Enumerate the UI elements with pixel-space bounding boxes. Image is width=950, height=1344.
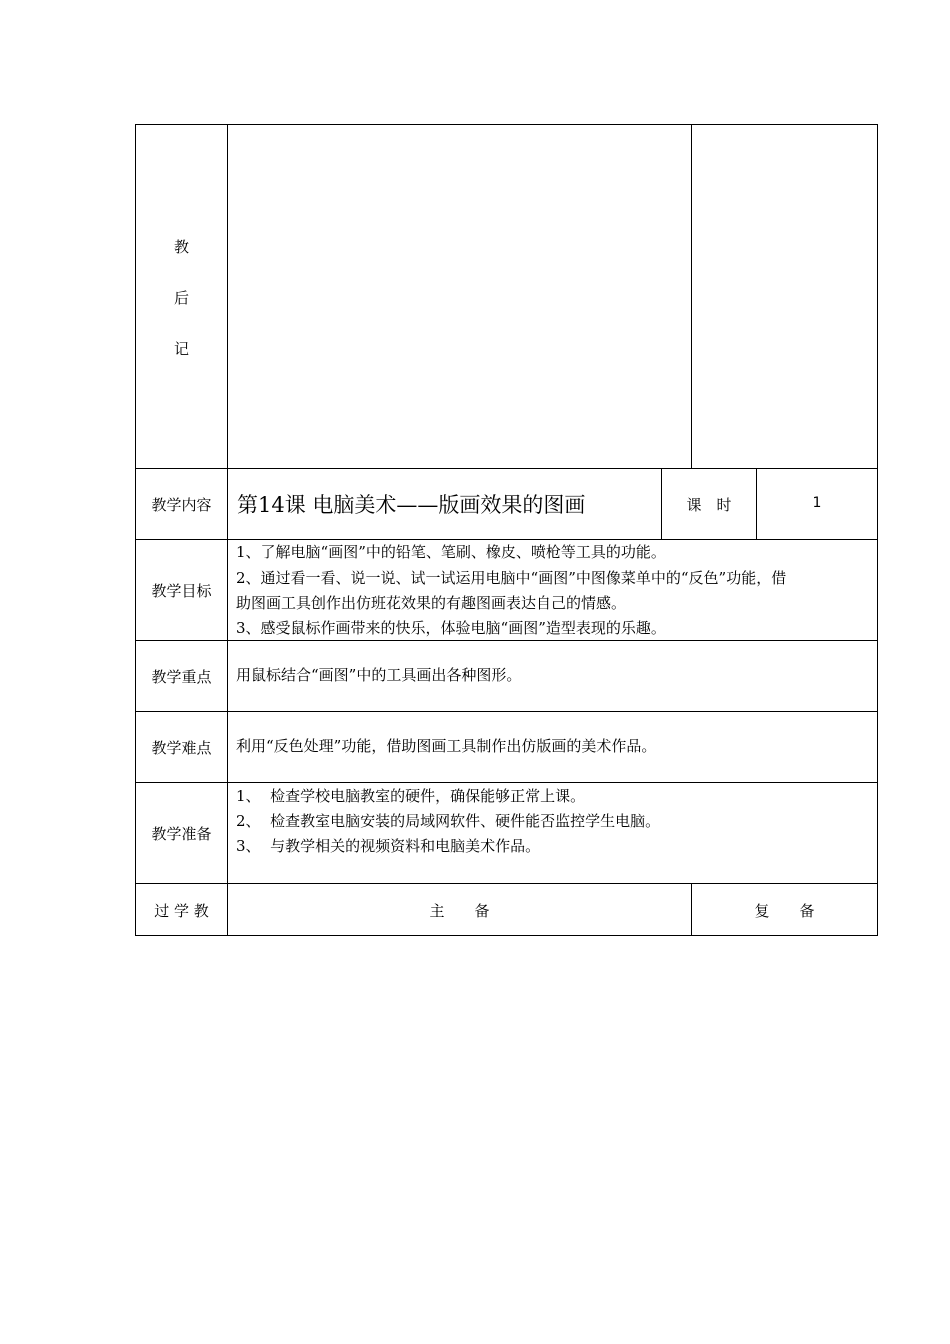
teaching-goals-label: 教学目标: [151, 582, 212, 600]
teaching-goal-line: 1、了解电脑“画图”中的铅笔、笔刷、橡皮、喷枪等工具的功能。: [236, 543, 666, 561]
process-label: 过 学 教: [154, 902, 209, 920]
table-border-top: [135, 124, 878, 125]
teaching-goal-line: 助图画工具创作出仿班花效果的有趣图画表达自己的情感。: [236, 594, 627, 612]
lesson-hours-value: 1: [812, 495, 822, 511]
preparation-line: 3、 与教学相关的视频资料和电脑美术作品。: [236, 837, 541, 855]
difficulties-label: 教学难点: [151, 739, 212, 757]
preparation-line: 2、 检查教室电脑安装的局域网软件、硬件能否监控学生电脑。: [236, 812, 661, 830]
top-section-divider: [691, 124, 692, 468]
difficulties-text: 利用“反色处理”功能，借助图画工具制作出仿版画的美术作品。: [236, 737, 657, 755]
row-divider: [135, 468, 878, 469]
row-divider: [135, 883, 878, 884]
key-points-text: 用鼠标结合“画图”中的工具画出各种图形。: [236, 666, 522, 684]
lesson-title: 第14课 电脑美术——版画效果的图画: [237, 493, 586, 517]
post-lesson-notes-char-1: 教: [173, 238, 189, 256]
re-prep-header: 复 备: [754, 902, 815, 920]
key-points-label: 教学重点: [151, 668, 212, 686]
teaching-goal-line: 3、感受鼠标作画带来的快乐，体验电脑“画图”造型表现的乐趣。: [236, 619, 666, 637]
table-border-bottom: [135, 935, 878, 936]
teaching-goal-line: 2、通过看一看、说一说、试一试运用电脑中“画图”中图像菜单中的“反色”功能，借: [236, 569, 787, 587]
preparation-line: 1、 检查学校电脑教室的硬件，确保能够正常上课。: [236, 787, 586, 805]
post-lesson-notes-char-3: 记: [173, 340, 189, 358]
post-lesson-notes-char-2: 后: [173, 289, 189, 307]
table-border-right: [877, 124, 878, 936]
main-prep-header: 主 备: [429, 902, 490, 920]
lesson-hours-label: 课 时: [686, 496, 732, 514]
preparation-label: 教学准备: [151, 825, 212, 843]
row-divider: [135, 711, 878, 712]
teaching-content-label: 教学内容: [151, 496, 212, 514]
